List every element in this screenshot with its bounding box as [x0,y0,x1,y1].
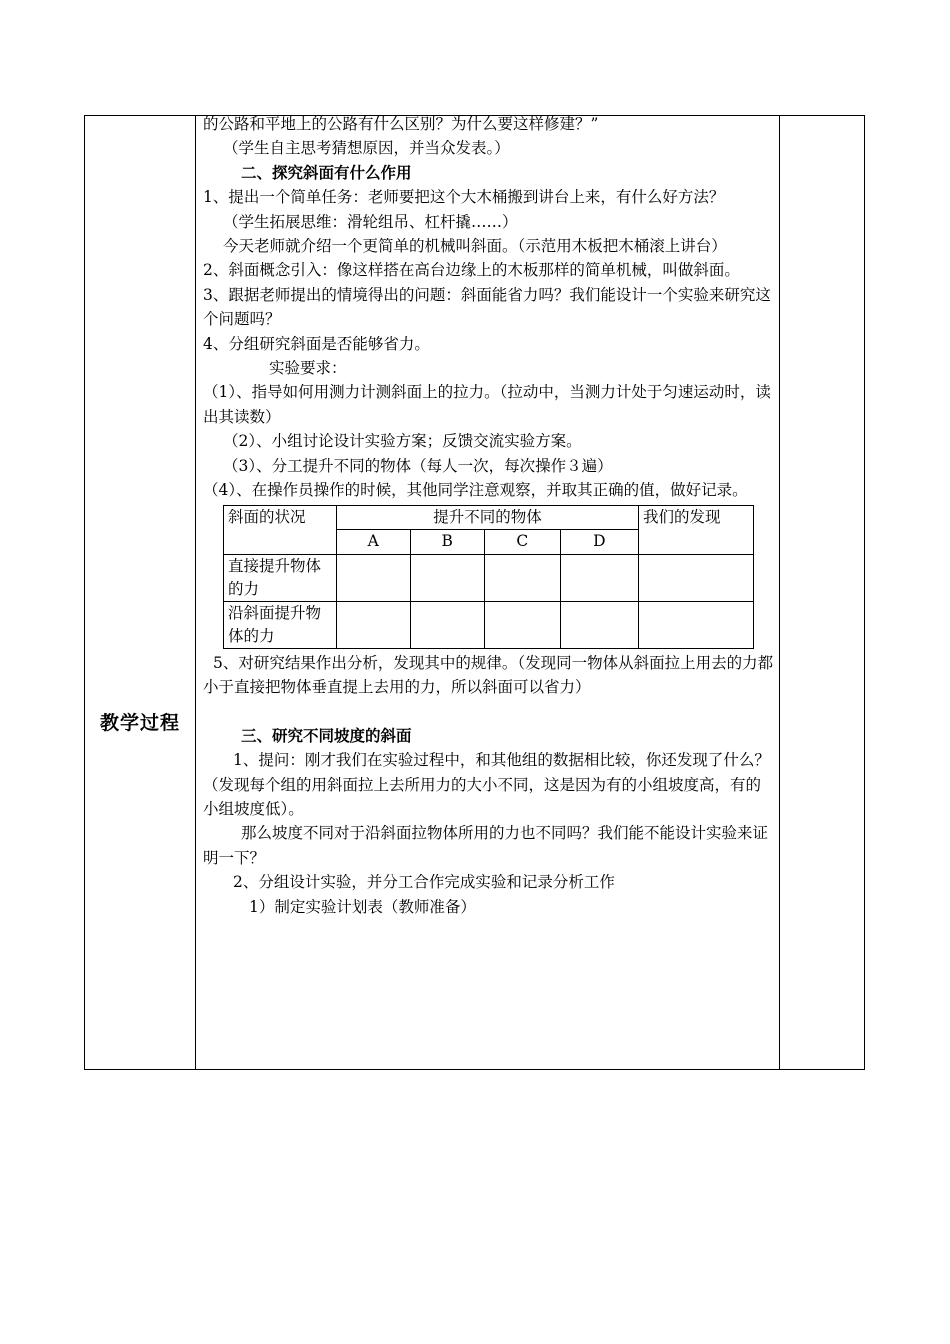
paragraph: 1）制定实验计划表（教师准备） [249,897,476,916]
table-row [224,554,754,601]
lesson-content [203,112,775,919]
column-divider [779,116,780,1069]
row-label: 沿斜面提升物体的力 [224,601,337,648]
paragraph: 4、分组研究斜面是否能够省力。 [203,334,430,353]
header-cell: 提升不同的物体 [337,505,639,529]
row-label: 直接提升物体的力 [224,554,337,601]
paragraph: 的公路和平地上的公路有什么区别？为什么要这样修建？” [203,115,599,133]
paragraph: （3）、分工提升不同的物体（每人一次，每次操作３遍） [223,456,613,475]
paragraph: 5、对研究结果作出分析，发现其中的规律。（发现同一物体从斜面拉上用去的力都小于直接把物体垂直提上去用的力，所以斜面可以省力） [203,653,774,696]
paragraph: （学生拓展思维：滑轮组吊、杠杆撬……） [223,212,518,231]
paragraph: （4）、在操作员操作的时候，其他同学注意观察，并取其正确的值，做好记录。 [203,481,748,500]
paragraph: 那么坡度不同对于沿斜面拉物体所用的力也不同吗？我们能不能设计实验来证明一下？ [203,824,769,867]
section-heading: 三、研究不同坡度的斜面 [241,725,412,745]
empty-cell [560,601,638,648]
paragraph: 2、斜面概念引入：像这样搭在高台边缘上的木板那样的简单机械，叫做斜面。 [203,261,740,280]
header-cell: D [560,529,638,554]
header-cell: B [410,529,484,554]
empty-cell [639,601,754,648]
empty-cell [639,554,754,601]
empty-cell [484,554,560,601]
paragraph: （1）、指导如何用测力计测斜面上的拉力。（拉动中，当测力计处于匀速运动时，读出其读数） [203,383,771,426]
empty-cell [337,554,411,601]
column-divider [195,116,196,1069]
header-cell: 我们的发现 [639,505,754,554]
paragraph: 1、提出一个简单任务：老师要把这个大木桶搬到讲台上来，有什么好方法？ [203,188,725,207]
paragraph: 2、分组设计实验，并分工合作完成实验和记录分析工作 [233,873,615,892]
spacer [203,699,775,723]
header-cell: C [484,529,560,554]
paragraph: 3、跟据老师提出的情境得出的问题：斜面能省力吗？我们能设计一个实验来研究这个问题吗？ [203,285,771,329]
empty-cell [337,601,411,648]
paragraph: （学生自主思考猜想原因，并当众发表。） [223,139,510,158]
paragraph: 实验要求： [269,359,347,378]
paragraph: 1、提问：刚才我们在实验过程中，和其他组的数据相比较，你还发现了什么？（发现每个组的用斜面拉上去所用力的大小不同，这是因为有的小组坡度高，有的小组坡度低）。 [203,751,770,818]
section-heading: 二、探究斜面有什么作用 [241,162,412,182]
table-row [224,601,754,648]
empty-cell [410,554,484,601]
paragraph: 今天老师就介绍一个更简单的机械叫斜面。（示范用木板把木桶滚上讲台） [223,237,727,256]
paragraph: （2）、小组讨论设计实验方案；反馈交流实验方案。 [223,432,582,451]
header-cell: A [337,529,411,554]
empty-cell [410,601,484,648]
empty-cell [484,601,560,648]
section-label: 教学过程 [99,712,180,734]
empty-cell [560,554,638,601]
experiment-table [223,505,754,649]
header-cell: 斜面的状况 [224,505,337,554]
